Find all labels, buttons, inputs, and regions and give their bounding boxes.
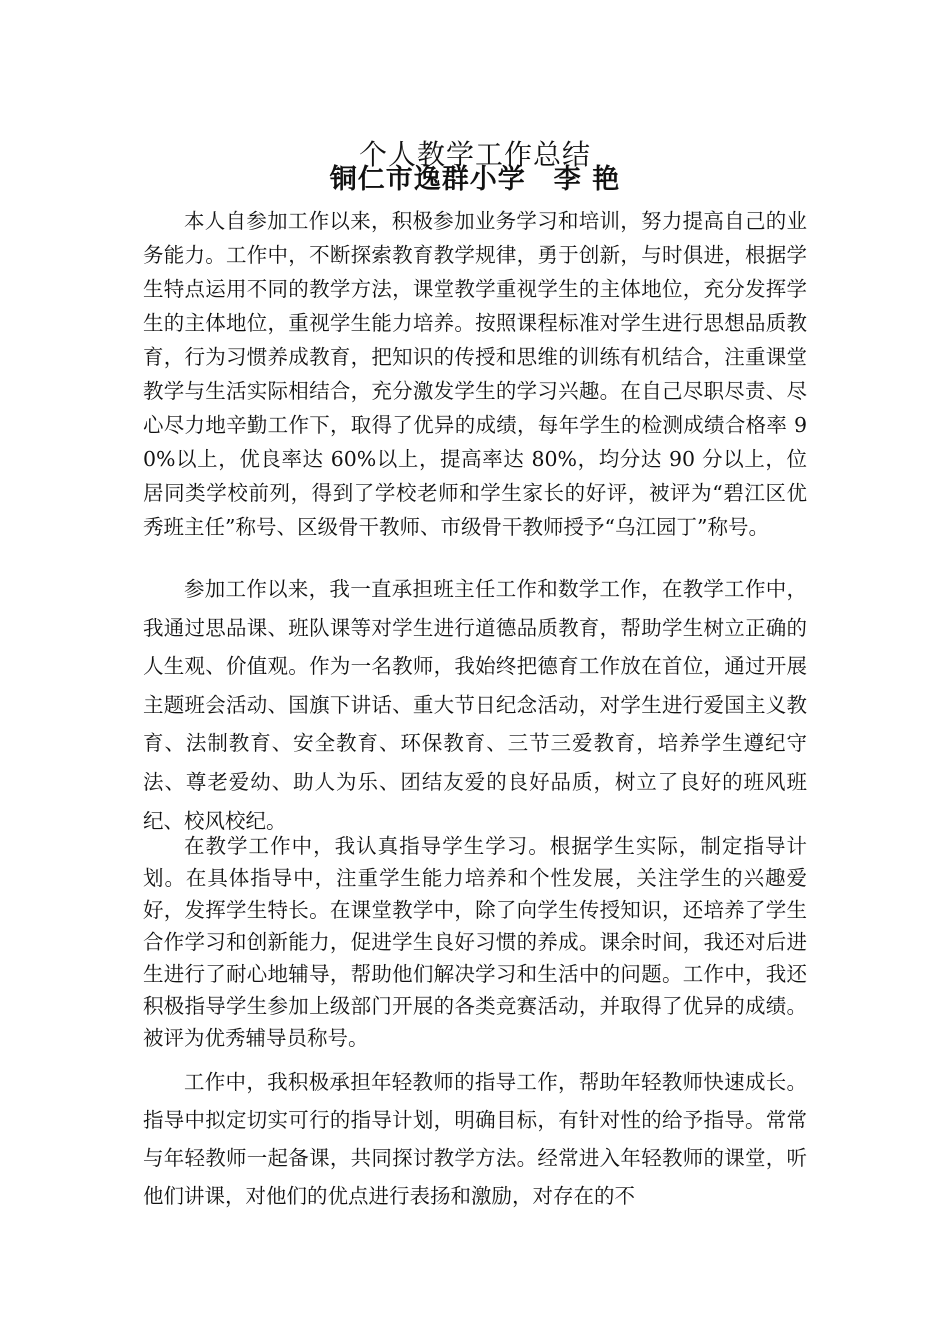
paragraph: 本人自参加工作以来，积极参加业务学习和培训，努力提高自己的业务能力。工作中，不断探索教育教学规律，勇于创新，与时俱进，根据学生特点运用不同的教学方法，课堂教学重视学生的主体地位，充分发挥学生的主体地位，重视学生能力培养。按照课程标准对学生进行思想品质教育，行为习惯养成教育，把知识的传授和思维的训练有机结合，注重课堂教学与生活实际相结合，充分激发学生的学习兴趣。在自己尽职尽责、尽心尽力地辛勤工作下，取得了优异的成绩，每年学生的检测成绩合格率 90%以上，优良率达 60%以上，提高率达 80%，均分达 90 分以上，位居同类学校前列，得到了学校老师和学生家长的好评，被评为“碧江区优秀班主任”称号、区级骨干教师、市级骨干教师授予“乌江园丁”称号。 [143, 209, 807, 539]
paragraph: 参加工作以来，我一直承担班主任工作和数学工作，在教学工作中，我通过思品课、班队课等对学生进行道德品质教育，帮助学生树立正确的人生观、价值观。作为一名教师，我始终把德育工作放在首位，通过开展主题班会活动、国旗下讲话、重大节日纪念活动，对学生进行爱国主义教育、法制教育、安全教育、环保教育、三节三爱教育，培养学生遵纪守法、尊老爱幼、助人为乐、团结友爱的良好品质，树立了良好的班风班纪、校风校纪。 [143, 577, 807, 833]
paragraph-3-block [143, 830, 807, 1054]
paragraph: 工作中，我积极承担年轻教师的指导工作，帮助年轻教师快速成长。指导中拟定切实可行的指导计划，明确目标，有针对性的给予指导。常常与年轻教师一起备课，共同探讨教学方法。经常进入年轻教师的课堂，听他们讲课，对他们的优点进行表扬和激励，对存在的不 [143, 1070, 807, 1208]
paragraph-1-block [143, 204, 807, 544]
author-line: 铜仁市逸群小学 李 艳 [329, 164, 621, 195]
paragraph-4-block [143, 1063, 807, 1215]
paragraph-2-block [143, 570, 807, 840]
document-title: 个人教学工作总结 [358, 137, 591, 171]
paragraph: 在教学工作中，我认真指导学生学习。根据学生实际，制定指导计划。在具体指导中，注重学生能力培养和个性发展，关注学生的兴趣爱好，发挥学生特长。在课堂教学中，除了向学生传授知识，还培养了学生合作学习和创新能力，促进学生良好习惯的养成。课余时间，我还对后进生进行了耐心地辅导，帮助他们解决学习和生活中的问题。工作中，我还积极指导学生参加上级部门开展的各类竞赛活动，并取得了优异的成绩。被评为优秀辅导员称号。 [143, 834, 807, 1050]
